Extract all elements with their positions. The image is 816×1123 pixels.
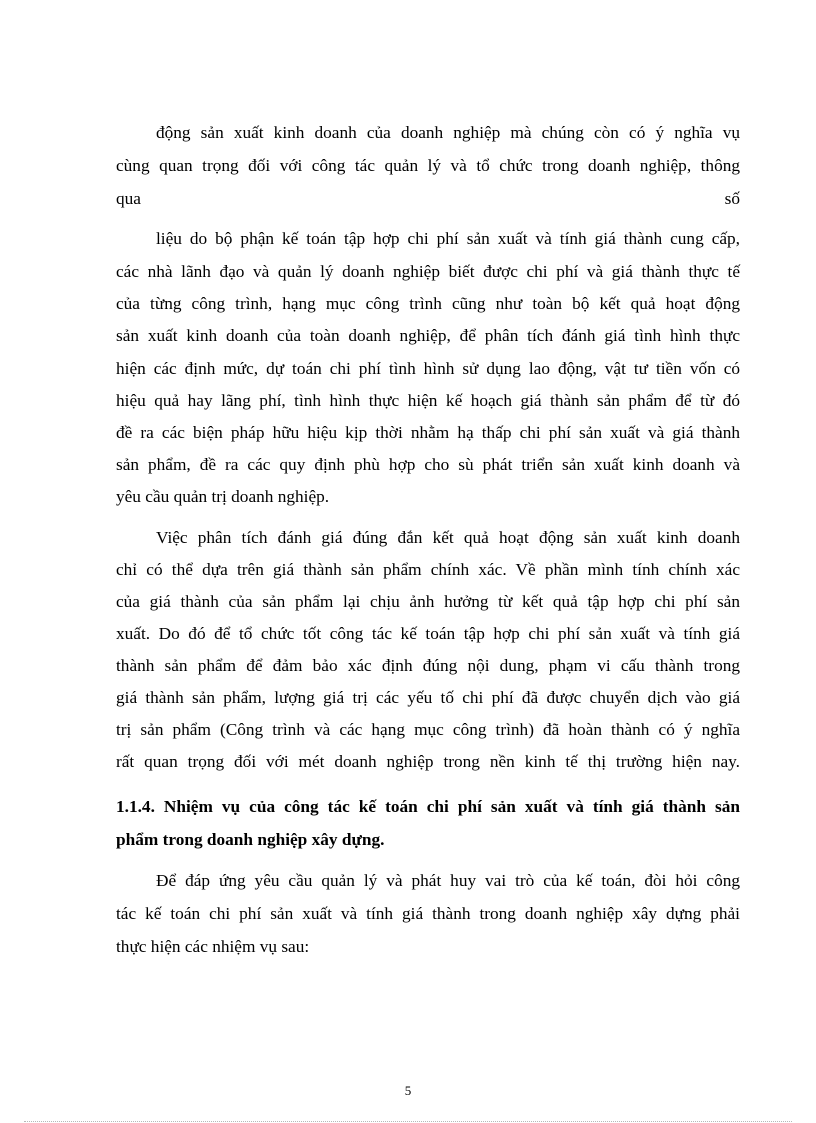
paragraph-line: xuất. Do đó để tổ chức tốt công tác kế toán tập hợp chi phí sản xuất và tính giá bbox=[116, 624, 740, 643]
paragraph-line: hiệu quả hay lãng phí, tình hình thực hiện kế hoạch giá thành sản phẩm để từ đó bbox=[116, 391, 740, 410]
paragraph-line: sản xuất kinh doanh của toàn doanh nghiệp, để phân tích đánh giá tình hình thực bbox=[116, 326, 740, 345]
paragraph-line: cùng quan trọng đối với công tác quản lý và tổ chức trong doanh nghiệp, thông bbox=[116, 156, 740, 175]
section-heading: phẩm trong doanh nghiệp xây dựng. bbox=[116, 830, 385, 849]
paragraph-line: đề ra các biện pháp hữu hiệu kịp thời nhằm hạ thấp chi phí sản xuất và giá thành bbox=[116, 423, 740, 442]
paragraph-line: yêu cầu quản trị doanh nghiệp. bbox=[116, 487, 330, 506]
paragraph-line: thành sản phẩm để đảm bảo xác định đúng nội dung, phạm vi cấu thành trong bbox=[116, 656, 740, 675]
paragraph-line: rất quan trọng đối với mét doanh nghiệp trong nền kinh tế thị trường hiện nay. bbox=[116, 752, 740, 771]
paragraph-line: hiện các định mức, dự toán chi phí tình hình sử dụng lao động, vật tư tiền vốn có bbox=[116, 359, 740, 378]
paragraph-line: giá thành sản phẩm, lượng giá trị các yếu tố chi phí đã được chuyển dịch vào giá bbox=[116, 688, 740, 707]
paragraph-line: Để đáp ứng yêu cầu quản lý và phát huy vai trò của kế toán, đòi hỏi công bbox=[156, 871, 740, 890]
paragraph-line: tác kế toán chi phí sản xuất và tính giá thành trong doanh nghiệp xây dựng phải bbox=[116, 904, 740, 923]
paragraph-line: các nhà lãnh đạo và quản lý doanh nghiệp biết được chi phí và giá thành thực tế bbox=[116, 262, 740, 281]
paragraph-line: chỉ có thể dựa trên giá thành sản phẩm chính xác. Về phần mình tính chính xác bbox=[116, 560, 740, 579]
paragraph-line: động sản xuất kinh doanh của doanh nghiệp mà chúng còn có ý nghĩa vụ bbox=[156, 123, 740, 142]
section-heading: 1.1.4. Nhiệm vụ của công tác kế toán chi phí sản xuất và tính giá thành sản bbox=[116, 797, 740, 816]
paragraph-line: sản phẩm, đề ra các quy định phù hợp cho sù phát triển sản xuất kinh doanh và bbox=[116, 455, 740, 474]
paragraph-line: qua số bbox=[116, 189, 740, 208]
paragraph-line: của từng công trình, hạng mục công trình cũng như toàn bộ kết quả hoạt động bbox=[116, 294, 740, 313]
page-number: 5 bbox=[404, 1083, 412, 1098]
paragraph-line: Việc phân tích đánh giá đúng đắn kết quả hoạt động sản xuất kinh doanh bbox=[156, 528, 740, 547]
paragraph-line: liệu do bộ phận kế toán tập hợp chi phí sản xuất và tính giá thành cung cấp, bbox=[156, 229, 740, 248]
page-footer-rule bbox=[24, 1121, 792, 1122]
paragraph-line: thực hiện các nhiệm vụ sau: bbox=[116, 937, 310, 956]
paragraph-line: trị sản phẩm (Công trình và các hạng mục công trình) đã hoàn thành có ý nghĩa bbox=[116, 720, 740, 739]
paragraph-line: của giá thành của sản phẩm lại chịu ảnh hưởng từ kết quả tập hợp chi phí sản bbox=[116, 592, 740, 611]
